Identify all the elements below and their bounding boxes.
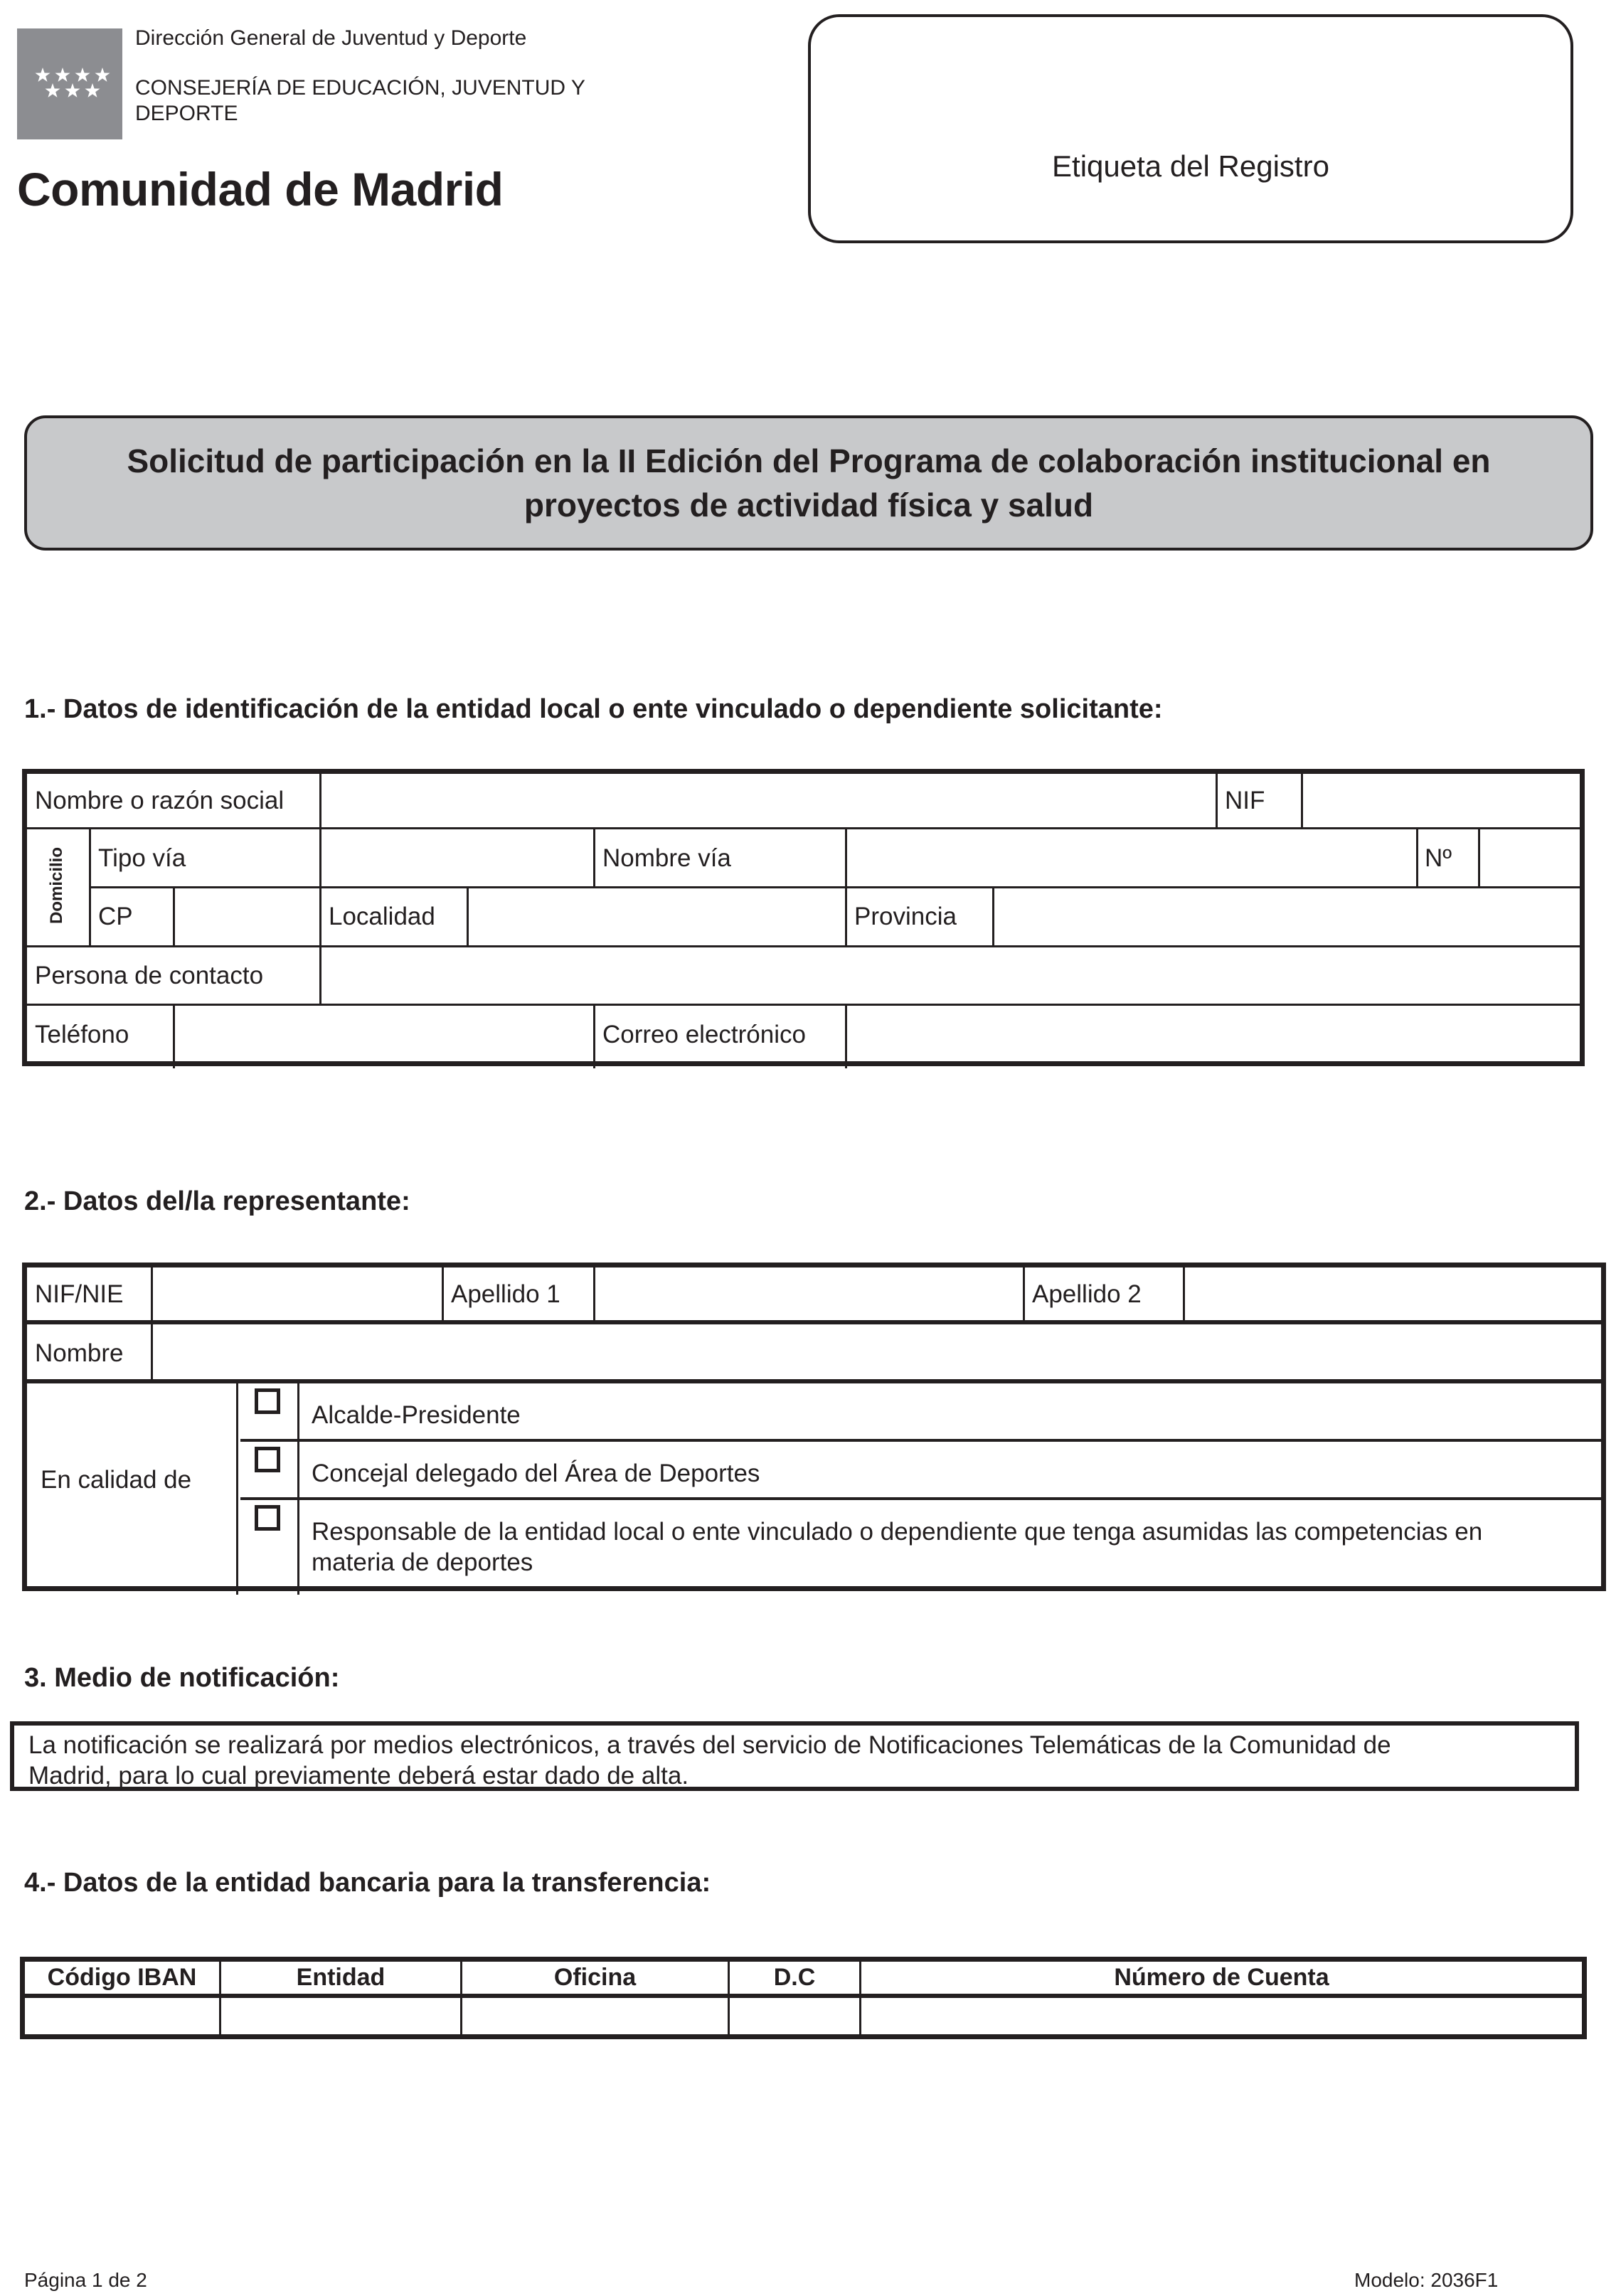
- label-domicilio: Domicilio: [47, 847, 66, 925]
- label-correo: Correo electrónico: [602, 1021, 806, 1048]
- entity-table: [22, 769, 1585, 1066]
- entidad-input[interactable]: [221, 1998, 460, 2034]
- label-apellido2: Apellido 2: [1032, 1280, 1142, 1308]
- row-divider: [240, 1439, 1601, 1442]
- row-divider: [27, 1320, 1601, 1324]
- model-number: Modelo: 2036F1: [1354, 2269, 1499, 2291]
- department-name: Dirección General de Juventud y Deporte: [135, 26, 527, 50]
- label-numero: Nº: [1425, 844, 1452, 872]
- label-localidad: Localidad: [329, 903, 435, 930]
- nif-input[interactable]: [1304, 774, 1579, 827]
- col-divider: [593, 828, 595, 887]
- nif-nie-input[interactable]: [154, 1267, 440, 1319]
- provincia-input[interactable]: [996, 889, 1579, 945]
- cp-input[interactable]: [176, 889, 318, 945]
- nombre-input[interactable]: [154, 1325, 1601, 1378]
- notification-text-line2: Madrid, para lo cual previamente deberá estar dado de alta.: [28, 1762, 689, 1790]
- col-divider: [1023, 1267, 1025, 1322]
- col-divider: [442, 1267, 444, 1322]
- section2-heading: 2.- Datos del/la representante:: [24, 1186, 410, 1216]
- col-header-iban: Código IBAN: [47, 1964, 197, 1991]
- registro-label-box: [808, 14, 1573, 243]
- form-title-box: [24, 415, 1593, 551]
- label-en-calidad-de: En calidad de: [41, 1466, 192, 1494]
- checkbox-concejal-delegado[interactable]: [255, 1447, 280, 1472]
- numero-input[interactable]: [1482, 830, 1579, 886]
- col-header-numero-cuenta: Número de Cuenta: [1114, 1964, 1329, 1991]
- col-divider: [89, 828, 91, 946]
- col-header-oficina: Oficina: [553, 1964, 637, 1991]
- brand-title: Comunidad de Madrid: [17, 163, 504, 216]
- label-provincia: Provincia: [854, 903, 957, 930]
- nombre-razon-social-input[interactable]: [323, 774, 1215, 827]
- col-divider: [593, 1267, 595, 1322]
- option-responsable-line2: materia de deportes: [312, 1548, 533, 1576]
- label-cp: CP: [98, 903, 133, 930]
- col-divider: [1183, 1267, 1185, 1322]
- oficina-input[interactable]: [462, 1998, 728, 2034]
- option-alcalde-presidente: Alcalde-Presidente: [312, 1401, 521, 1429]
- col-divider: [1478, 828, 1480, 887]
- page-number: Página 1 de 2: [24, 2269, 147, 2291]
- label-telefono: Teléfono: [35, 1021, 129, 1048]
- option-responsable-line1: Responsable de la entidad local o ente vinculado o dependiente que tenga asumidas las competencias en: [312, 1518, 1483, 1546]
- iban-input[interactable]: [25, 1998, 219, 2034]
- col-divider: [173, 1004, 175, 1068]
- bank-table: [20, 1957, 1587, 2039]
- col-divider: [297, 1381, 299, 1595]
- apellido2-input[interactable]: [1186, 1267, 1601, 1319]
- label-nif: NIF: [1225, 787, 1265, 814]
- label-apellido1: Apellido 1: [451, 1280, 560, 1308]
- col-header-entidad: Entidad: [296, 1964, 386, 1991]
- dc-input[interactable]: [730, 1998, 859, 2034]
- col-divider: [845, 1004, 847, 1068]
- notification-text-line1: La notificación se realizará por medios electrónicos, a través del servicio de Notificaciones Telemáticas de la Comunidad de: [28, 1731, 1391, 1759]
- ministry-name-line1: CONSEJERÍA DE EDUCACIÓN, JUVENTUD Y: [135, 76, 585, 100]
- localidad-input[interactable]: [470, 889, 844, 945]
- apellido1-input[interactable]: [597, 1267, 1021, 1319]
- col-divider: [1416, 828, 1418, 887]
- row-divider: [240, 1497, 1601, 1500]
- representative-table: [22, 1263, 1606, 1591]
- col-divider: [1301, 774, 1303, 828]
- label-nif-nie: NIF/NIE: [35, 1280, 124, 1308]
- option-concejal-delegado: Concejal delegado del Área de Deportes: [312, 1460, 760, 1487]
- section3-heading: 3. Medio de notificación:: [24, 1663, 340, 1693]
- form-title: Solicitud de participación en la II Edición del Programa de colaboración institucional en proyectos de actividad física y salud: [127, 442, 1491, 523]
- stars-icon: [17, 28, 122, 139]
- label-nombre-via: Nombre vía: [602, 844, 731, 872]
- section4-heading: 4.- Datos de la entidad bancaria para la transferencia:: [24, 1868, 711, 1898]
- label-nombre-razon-social: Nombre o razón social: [35, 787, 285, 814]
- col-divider: [236, 1381, 238, 1595]
- persona-contacto-input[interactable]: [323, 947, 1579, 1003]
- col-divider: [1216, 774, 1218, 828]
- col-divider: [593, 1004, 595, 1068]
- col-divider: [319, 774, 321, 1004]
- row-divider: [89, 886, 1580, 888]
- ministry-name-line2: DEPORTE: [135, 102, 238, 125]
- registro-label: Etiqueta del Registro: [1052, 149, 1329, 183]
- label-persona-contacto: Persona de contacto: [35, 962, 264, 989]
- section1-heading: 1.- Datos de identificación de la entidad local o ente vinculado o dependiente solicitante:: [24, 694, 1163, 724]
- notification-info-box: [10, 1721, 1579, 1791]
- tipo-via-input[interactable]: [323, 830, 592, 886]
- col-divider: [992, 887, 994, 946]
- telefono-input[interactable]: [176, 1006, 592, 1061]
- label-tipo-via: Tipo vía: [98, 844, 186, 872]
- nombre-via-input[interactable]: [849, 830, 1415, 886]
- col-divider: [151, 1267, 153, 1381]
- comunidad-madrid-logo: [17, 28, 122, 139]
- correo-input[interactable]: [849, 1006, 1579, 1061]
- col-divider: [467, 887, 469, 946]
- notification-text: [28, 1730, 1532, 1791]
- checkbox-responsable-entidad[interactable]: [255, 1505, 280, 1531]
- row-divider: [27, 1379, 1601, 1383]
- numero-cuenta-input[interactable]: [861, 1998, 1582, 2034]
- checkbox-alcalde-presidente[interactable]: [255, 1388, 280, 1414]
- label-nombre: Nombre: [35, 1339, 124, 1367]
- col-divider: [845, 828, 847, 946]
- row-divider: [27, 827, 1580, 829]
- row-divider: [27, 1004, 1580, 1006]
- col-header-dc: D.C: [773, 1964, 816, 1991]
- col-divider: [173, 887, 175, 946]
